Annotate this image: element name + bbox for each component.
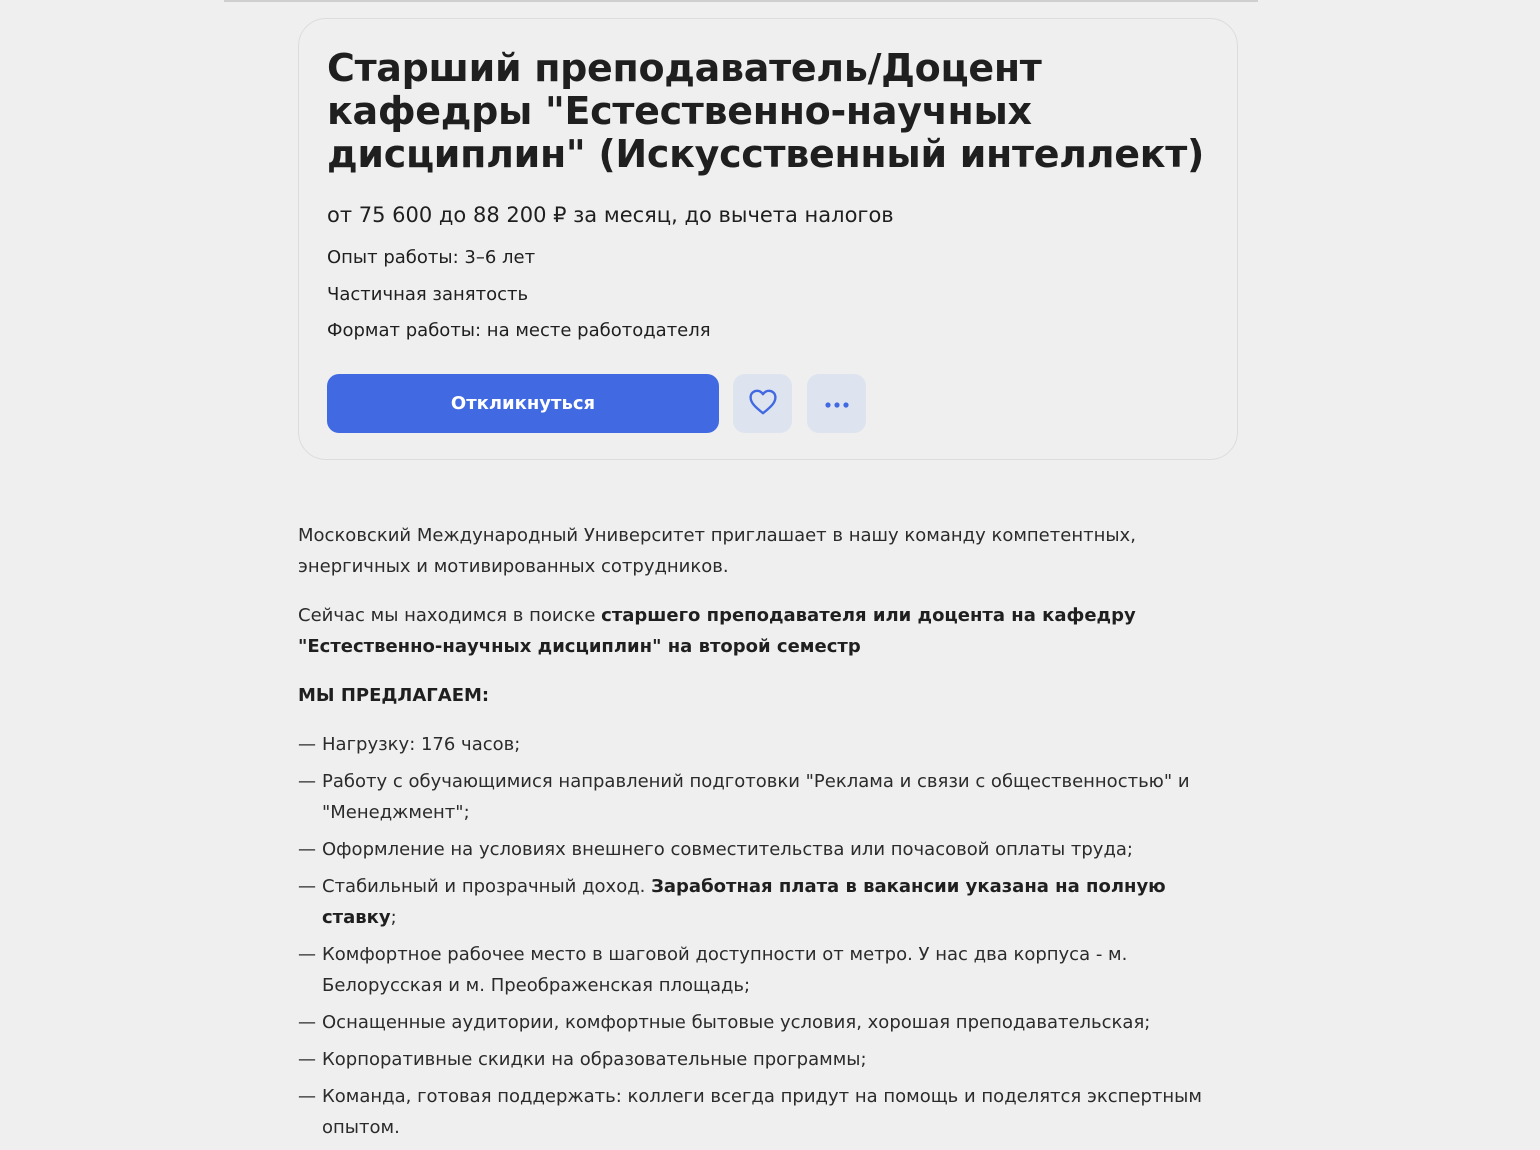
more-button[interactable] [807,374,866,433]
offer-list [298,729,1243,1143]
dash: — [298,771,316,792]
list-item-highlight: Заработная плата в вакансии указана на полную ставку [322,876,1166,928]
list-item-text: Нагрузку: 176 часов; [322,734,521,755]
vacancy-title: Старший преподаватель/Доцент кафедры "Естественно-научных дисциплин" (Искусственный интеллект) [327,46,1205,176]
list-item [298,939,1243,1001]
top-divider [224,0,1258,2]
respond-button[interactable]: Откликнуться [327,374,719,433]
list-item [298,1081,1243,1143]
list-item-text: Работу с обучающимися направлений подготовки "Реклама и связи с общественностью" и "Менеджмент"; [322,771,1190,823]
search-paragraph [298,600,1243,662]
vacancy-description [298,520,1243,1149]
work-format: Формат работы: на месте работодателя [327,320,711,341]
list-item-text: Оформление на условиях внешнего совместительства или почасовой оплаты труда; [322,839,1133,860]
list-item-text: Команда, готовая поддержать: коллеги всегда придут на помощь и поделятся экспертным опытом. [322,1086,1202,1138]
list-item [298,871,1243,933]
dash: — [298,1086,316,1107]
intro-paragraph: Московский Международный Университет приглашает в нашу команду компетентных, энергичных и мотивированных сотрудников. [298,525,1136,577]
dash: — [298,1049,316,1070]
heart-icon [748,389,778,419]
list-item [298,729,1243,760]
list-item-text: Корпоративные скидки на образовательные программы; [322,1049,867,1070]
list-item-text: Стабильный и прозрачный доход. [322,876,652,897]
favorite-button[interactable] [733,374,792,433]
dash: — [298,1012,316,1033]
experience: Опыт работы: 3–6 лет [327,247,536,268]
list-item [298,1007,1243,1038]
more-dots-icon [824,394,850,413]
dash: — [298,876,316,897]
list-item-text: Комфортное рабочее место в шаговой доступности от метро. У нас два корпуса - м. Белорусская и м. Преображенская площадь; [322,944,1128,996]
list-item [298,766,1243,828]
offer-heading: МЫ ПРЕДЛАГАЕМ: [298,685,490,706]
list-item-tail: ; [390,907,397,928]
salary: от 75 600 до 88 200 ₽ за месяц, до вычета налогов [327,203,894,227]
list-item-text: Оснащенные аудитории, комфортные бытовые условия, хорошая преподавательская; [322,1012,1151,1033]
search-text: Сейчас мы находимся в поиске [298,605,602,626]
dash: — [298,944,316,965]
dash: — [298,734,316,755]
employment-type: Частичная занятость [327,284,529,305]
search-highlight: старшего преподавателя или доцента на кафедру "Естественно-научных дисциплин" на второй семестр [298,605,1136,657]
list-item [298,1044,1243,1075]
vacancy-card [298,18,1238,460]
dash: — [298,839,316,860]
list-item [298,834,1243,865]
